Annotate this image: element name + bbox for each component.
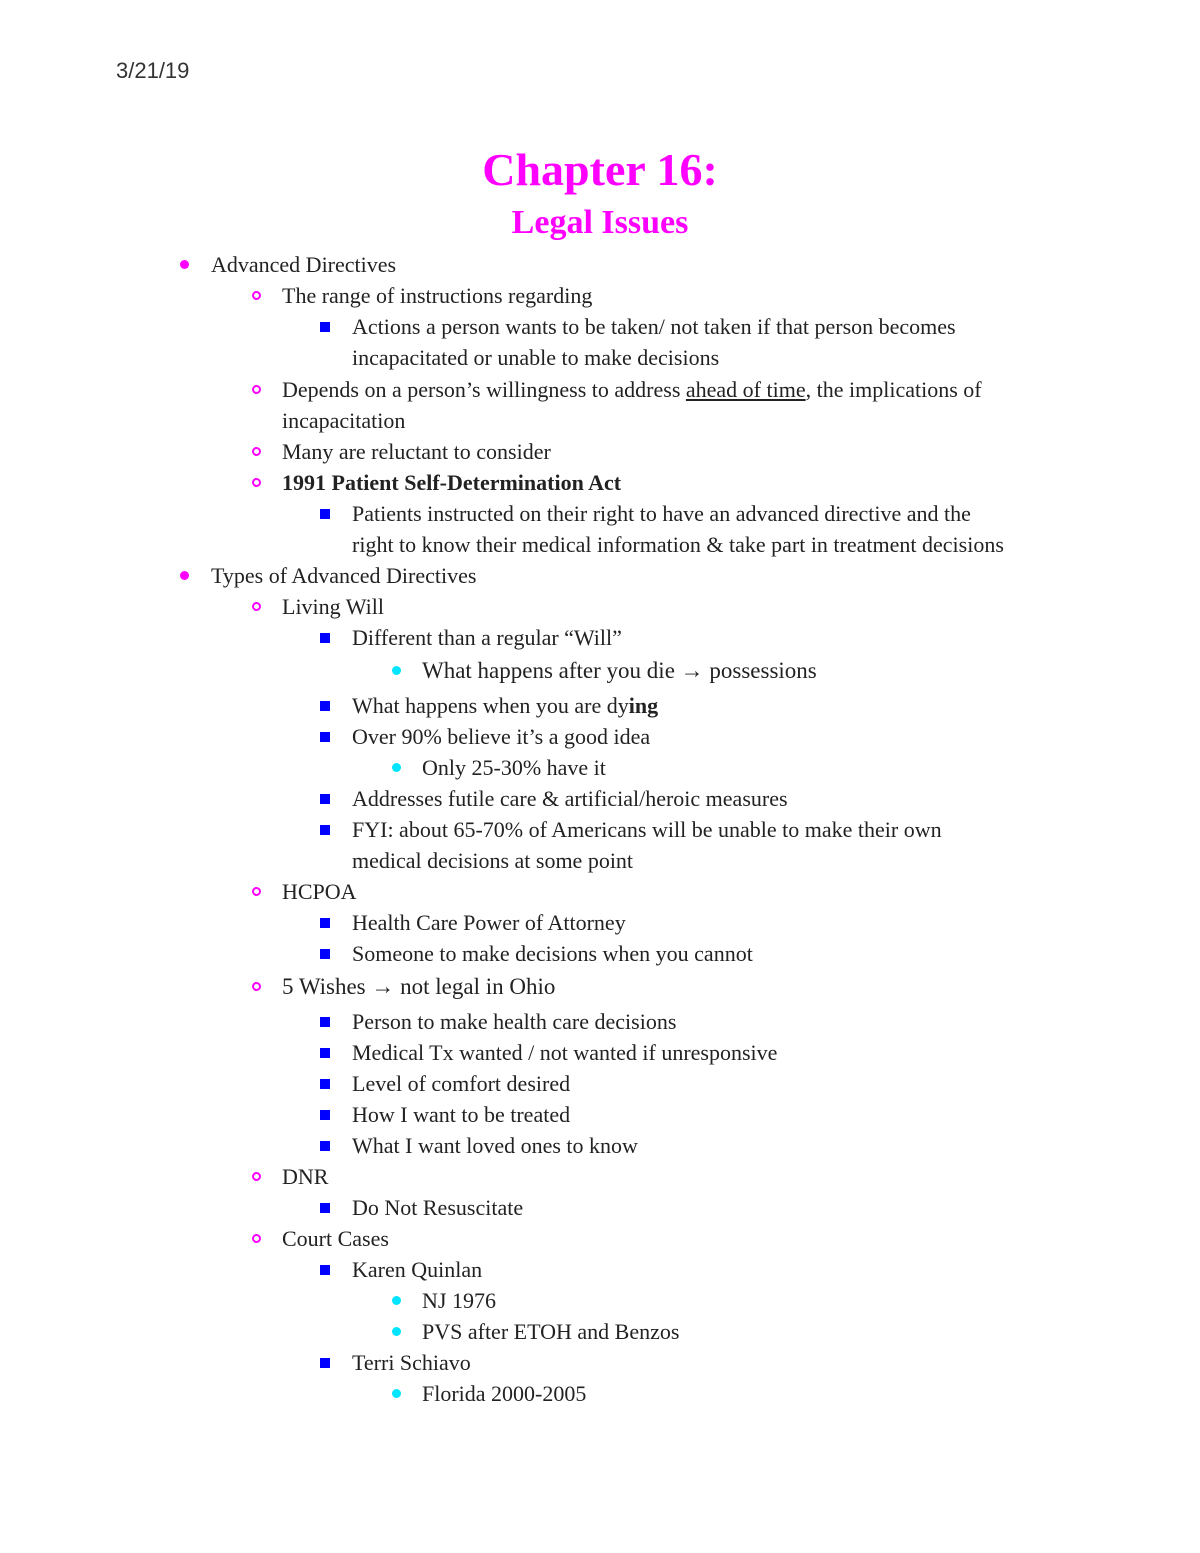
bullet-dot-icon	[176, 249, 192, 280]
bullet-square-icon	[317, 1006, 333, 1037]
list-item: Level of comfort desired	[352, 1071, 571, 1096]
bullet-square-icon	[317, 1254, 333, 1285]
bullet-square-icon	[317, 721, 333, 752]
bullet-circle-icon	[248, 1161, 264, 1192]
list-item: Living Will	[282, 594, 384, 619]
bullet-circle-icon	[248, 467, 264, 498]
bullet-circle-icon	[248, 280, 264, 311]
list-item: Health Care Power of Attorney	[352, 910, 626, 935]
list-item-continuation: right to know their medical information & take part in treatment decisions	[352, 532, 1004, 557]
list-item: What I want loved ones to know	[352, 1133, 638, 1158]
list-item-continuation: medical decisions at some point	[352, 848, 634, 873]
bullet-square-icon	[317, 814, 333, 845]
list-item-continuation: incapacitated or unable to make decisions	[352, 345, 720, 370]
list-item: PVS after ETOH and Benzos	[422, 1319, 680, 1344]
list-item: Medical Tx wanted / not wanted if unresponsive	[352, 1040, 778, 1065]
bullet-square-icon	[317, 1347, 333, 1378]
bullet-square-icon	[317, 783, 333, 814]
list-item: Terri Schiavo	[352, 1350, 471, 1375]
list-item-text: Depends on a person’s willingness to address	[282, 377, 686, 402]
bullet-dot-icon	[388, 1378, 404, 1409]
chapter-subtitle: Legal Issues	[511, 204, 689, 241]
bullet-square-icon	[317, 1130, 333, 1161]
bullet-dot-icon	[176, 560, 192, 591]
list-item: Patients instructed on their right to have an advanced directive and the	[352, 501, 971, 526]
list-item: HCPOA	[282, 879, 357, 904]
list-item: Addresses futile care & artificial/heroic measures	[352, 786, 788, 811]
list-item: Over 90% believe it’s a good idea	[352, 724, 651, 749]
bullet-dot-icon	[388, 752, 404, 783]
list-item: NJ 1976	[422, 1288, 496, 1313]
bullet-circle-icon	[248, 971, 264, 1002]
bullet-circle-icon	[248, 374, 264, 405]
list-item: Karen Quinlan	[352, 1257, 483, 1282]
bullet-square-icon	[317, 1099, 333, 1130]
document-date: 3/21/19	[116, 58, 190, 83]
list-item: Florida 2000-2005	[422, 1381, 587, 1406]
list-item: Actions a person wants to be taken/ not taken if that person becomes	[352, 314, 956, 339]
bullet-square-icon	[317, 907, 333, 938]
list-item: Many are reluctant to consider	[282, 439, 551, 464]
list-item: Different than a regular “Will”	[352, 625, 622, 650]
bullet-square-icon	[317, 311, 333, 342]
list-item: Only 25-30% have it	[422, 755, 606, 780]
bullet-square-icon	[317, 1068, 333, 1099]
list-item: DNR	[282, 1164, 329, 1189]
list-item	[282, 374, 982, 405]
bullet-circle-icon	[248, 876, 264, 907]
list-item: Someone to make decisions when you cannot	[352, 941, 753, 966]
bullet-square-icon	[317, 938, 333, 969]
bullet-dot-icon	[388, 1316, 404, 1347]
list-item: The range of instructions regarding	[282, 283, 593, 308]
bullet-circle-icon	[248, 591, 264, 622]
bullet-square-icon	[317, 690, 333, 721]
chapter-title: Chapter 16:	[482, 144, 718, 195]
list-item-text: , the implications of	[805, 377, 982, 402]
list-item: 1991 Patient Self-Determination Act	[282, 470, 622, 495]
list-item: Court Cases	[282, 1226, 389, 1251]
underlined-text: ahead of time	[685, 377, 806, 402]
list-item: What happens after you die → possessions	[422, 658, 817, 683]
list-item: FYI: about 65-70% of Americans will be unable to make their own	[352, 817, 942, 842]
list-item: 5 Wishes → not legal in Ohio	[282, 974, 556, 999]
list-item: Person to make health care decisions	[352, 1009, 677, 1034]
list-item: Do Not Resuscitate	[352, 1195, 524, 1220]
bullet-circle-icon	[248, 1223, 264, 1254]
list-item: Types of Advanced Directives	[211, 563, 477, 588]
bullet-square-icon	[317, 1192, 333, 1223]
bullet-dot-icon	[388, 1285, 404, 1316]
list-item-text: What happens when you are dy	[352, 693, 629, 718]
bullet-square-icon	[317, 498, 333, 529]
list-item	[352, 690, 658, 721]
bullet-circle-icon	[248, 436, 264, 467]
list-item-continuation: incapacitation	[282, 408, 406, 433]
list-item: How I want to be treated	[352, 1102, 571, 1127]
bullet-square-icon	[317, 622, 333, 653]
list-item: Advanced Directives	[211, 252, 397, 277]
bullet-square-icon	[317, 1037, 333, 1068]
bold-text: ing	[628, 693, 659, 718]
bullet-dot-icon	[388, 655, 404, 686]
